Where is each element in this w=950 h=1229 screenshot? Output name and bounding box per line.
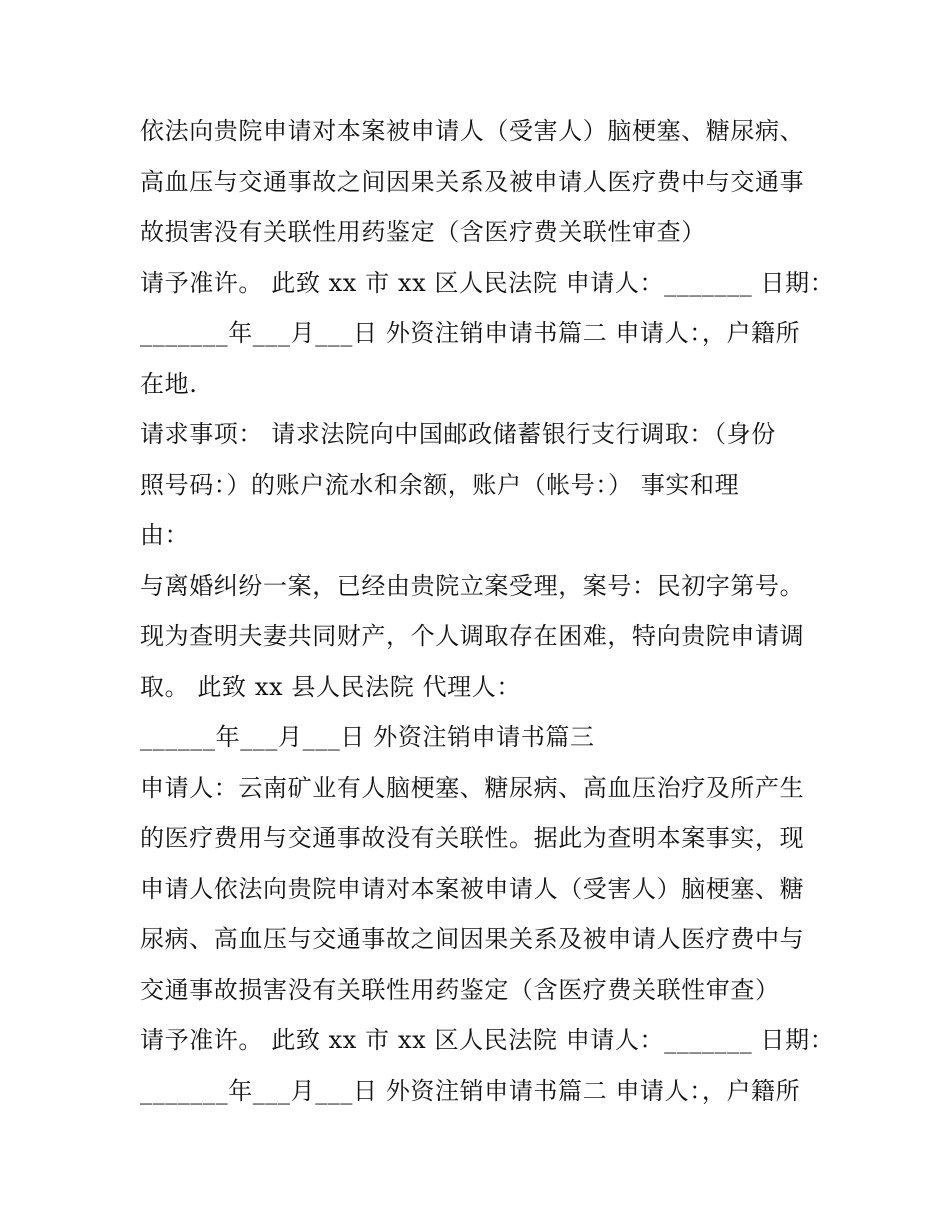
- document-body: [140, 106, 835, 1116]
- text-line: 照号码：）的账户流水和余额，账户（帐号：） 事实和理: [140, 470, 740, 499]
- text-line: 请予准许。 此致 xx 市 xx 区人民法院 申请人：_______ 日期：: [140, 1026, 835, 1054]
- text-line: 的医疗费用与交通事故没有关联性。据此为查明本案事实，现: [140, 824, 805, 852]
- text-line: 申请人：云南矿业有人脑梗塞、糖尿病、高血压治疗及所产生: [140, 773, 805, 802]
- text-line: 高血压与交通事故之间因果关系及被申请人医疗费中与交通事: [140, 167, 805, 196]
- text-line: 故损害没有关联性用药鉴定（含医疗费关联性审查）: [140, 218, 706, 246]
- text-line: 尿病、高血压与交通事故之间因果关系及被申请人医疗费中与: [140, 925, 805, 953]
- text-line: 在地.: [140, 369, 198, 398]
- text-line: 现为查明夫妻共同财产，个人调取存在困难，特向贵院申请调: [140, 622, 805, 650]
- text-line: 请求事项： 请求法院向中国邮政储蓄银行支行调取：（身份: [140, 420, 776, 448]
- text-line: 取。 此致 xx 县人民法院 代理人：: [140, 672, 521, 701]
- text-line: ______年___月___日 外资注销申请书篇三: [140, 723, 595, 751]
- text-line: 依法向贵院申请对本案被申请人（受害人）脑梗塞、糖尿病、: [140, 117, 805, 145]
- text-line: _______年___月___日 外资注销申请书篇二 申请人：，户籍所: [140, 319, 801, 347]
- text-line: 与离婚纠纷一案，已经由贵院立案受理，案号：民初字第号。: [140, 571, 805, 600]
- text-line: _______年___月___日 外资注销申请书篇二 申请人：，户籍所: [140, 1076, 801, 1105]
- text-line: 由：: [140, 521, 190, 549]
- text-line: 请予准许。 此致 xx 市 xx 区人民法院 申请人：_______ 日期：: [140, 268, 835, 297]
- text-line: 申请人依法向贵院申请对本案被申请人（受害人）脑梗塞、糖: [140, 874, 805, 903]
- text-line: 交通事故损害没有关联性用药鉴定（含医疗费关联性审查）: [140, 975, 780, 1004]
